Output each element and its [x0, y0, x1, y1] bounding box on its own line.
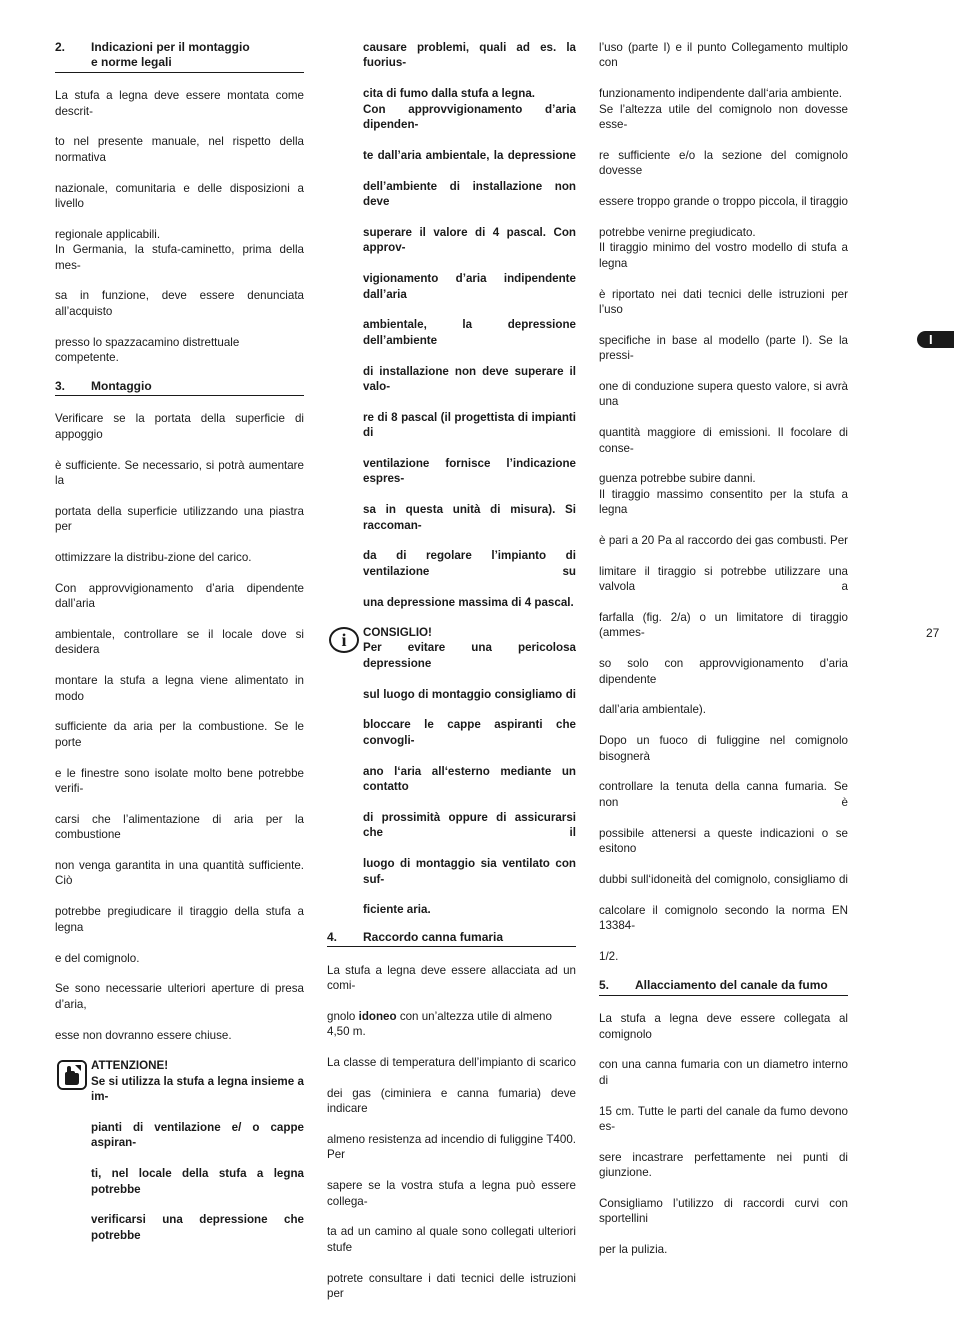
- text-line: sere incastrare perfettamente nei punti di giunzione.: [599, 1150, 848, 1180]
- warning-hand-icon: [57, 1060, 87, 1090]
- text-line: ambientale, controllare se il locale dove si desidera: [55, 627, 304, 657]
- text-line: Il tiraggio minimo del vostro modello di stufa a legna: [599, 241, 848, 270]
- text-line: Per evitare una pericolosa depressione: [363, 641, 576, 670]
- language-tab: I: [917, 331, 954, 348]
- text-line: nazionale, comunitaria e delle disposizioni a livello: [55, 181, 304, 211]
- text-line: guenza potrebbe subire danni.: [599, 472, 756, 486]
- text-line: potrete consultare i dati tecnici delle istruzioni per: [327, 1271, 576, 1301]
- text-line: di installazione non deve superare il valo-: [363, 364, 576, 393]
- text-line: re sufficiente e/o la sezione del comignolo dovesse: [599, 148, 848, 178]
- section-4-heading: [327, 930, 576, 947]
- text-line: ti, nel locale della stufa a legna potrebbe: [91, 1167, 304, 1196]
- text-line: per la pulizia.: [599, 1243, 668, 1257]
- paragraph: [55, 411, 304, 565]
- text-line: è riportato nei dati tecnici delle istruzioni per l’uso: [599, 287, 848, 316]
- text-line: dei gas (ciminiera e canna fumaria) deve indicare: [327, 1086, 576, 1116]
- tip-box: [327, 625, 576, 918]
- text-line: te dall’aria ambientale, la depressione: [363, 148, 576, 162]
- text-line: farfalla (fig. 2/a) o un limitatore di tiraggio (ammes-: [599, 611, 848, 640]
- text-line: e del comignolo.: [55, 951, 140, 965]
- text-line: bloccare le cappe aspiranti che convogli-: [363, 718, 576, 747]
- tip-title: CONSIGLIO!: [363, 626, 432, 640]
- section-5-heading: [599, 978, 848, 995]
- text-line: La stufa a legna deve essere montata come descrit-: [55, 89, 304, 118]
- text-line: di prossimità oppure di assicurarsi che il: [363, 810, 576, 840]
- column-3: [599, 40, 848, 1258]
- paragraph: [327, 963, 576, 1040]
- text-line: quantità maggiore di emissioni. Il focolare di conse-: [599, 426, 848, 455]
- text-line: almeno resistenza ad incendio di fuliggine T400. Per: [327, 1133, 576, 1162]
- text-line: pianti di ventilazione e/ o cappe aspiran-: [91, 1120, 304, 1150]
- text-line: 1/2.: [599, 949, 619, 963]
- section-number: 4.: [327, 929, 338, 944]
- paragraph: [55, 981, 304, 1043]
- text-line: ventilazione fornisce l’indicazione espres-: [363, 456, 576, 486]
- text-line: portata della superficie utilizzando una piastra per: [55, 504, 304, 534]
- section-title: Montaggio: [91, 378, 152, 393]
- text-line: In Germania, la stufa-caminetto, prima della mes-: [55, 243, 304, 272]
- text-line: è sufficiente. Se necessario, si potrà aumentare la: [55, 458, 304, 487]
- section-number: 2.: [55, 40, 66, 54]
- text-line: una depressione massima di 4 pascal.: [363, 595, 574, 609]
- text-line: sapere se la vostra stufa a legna può essere collega-: [327, 1179, 576, 1208]
- text-line: Con approvvigionamento d’aria dipenden-: [363, 102, 576, 132]
- text-line: dall’aria ambientale).: [599, 703, 706, 717]
- text-line: Se l’altezza utile del comignolo non dovesse esse-: [599, 102, 848, 132]
- text-line: ottimizzare la distribu-zione del carico.: [55, 550, 252, 564]
- text-line: causare problemi, quali ad es. la fuorius-: [363, 41, 576, 70]
- section-title-line: Indicazioni per il montaggio: [91, 40, 250, 54]
- text-line: Se si utilizza la stufa a legna insieme a im-: [91, 1074, 304, 1104]
- text-line: ta ad un camino al quale sono collegati ulteriori stufe: [327, 1225, 576, 1254]
- text-line: Se sono necessarie ulteriori aperture di presa d’aria,: [55, 982, 304, 1011]
- emphasis: idoneo: [358, 1009, 397, 1023]
- section-2-heading: [55, 40, 304, 73]
- section-3-heading: [55, 379, 304, 396]
- warning-box-continued: [327, 40, 576, 610]
- text-line: limitare il tiraggio si potrebbe utilizzare una valvola a: [599, 564, 848, 594]
- text-line: one di conduzione supera questo valore, si avrà una: [599, 379, 848, 409]
- text-line: vigionamento d’aria indipendente dall’aria: [363, 272, 576, 301]
- text-line: sufficiente da aria per la combustione. Se le porte: [55, 720, 304, 749]
- section-title: Allacciamento del canale da fumo: [635, 978, 828, 993]
- page-number: 27: [926, 626, 940, 640]
- text-line: con una canna fumaria con un diametro interno di: [599, 1058, 848, 1087]
- text-line: esse non dovranno essere chiuse.: [55, 1028, 232, 1042]
- text-line: luogo di montaggio sia ventilato con suf-: [363, 857, 576, 886]
- text-line: presso lo spazzacamino distrettuale competente.: [55, 335, 240, 365]
- text-line: possibile attenersi a queste indicazioni o se esitono: [599, 826, 848, 856]
- warning-box: [55, 1058, 304, 1258]
- text-line: cita di fumo dalla stufa a legna.: [363, 87, 536, 101]
- column-1: [55, 40, 304, 1259]
- text-line: Il tiraggio massimo consentito per la stufa a legna: [599, 487, 848, 517]
- paragraph: [55, 581, 304, 966]
- text-line: Con approvvigionamento d’aria dipendente dall’aria: [55, 581, 304, 611]
- text-line: sul luogo di montaggio consigliamo di: [363, 687, 576, 701]
- text-line: è pari a 20 Pa al raccordo dei gas combusti. Per: [599, 534, 848, 547]
- column-2: [327, 40, 576, 1317]
- text-line: so solo con approvvigionamento d’aria dipendente: [599, 657, 848, 686]
- section-number: 3.: [55, 378, 66, 393]
- text-line: e le finestre sono isolate molto bene potrebbe verifi-: [55, 766, 304, 796]
- section-number: 5.: [599, 978, 610, 993]
- paragraph: [599, 733, 848, 964]
- text-line: Consigliamo l’utilizzo di raccordi curvi con sportellini: [599, 1197, 848, 1226]
- text-line: 15 cm. Tutte le parti del canale da fumo devono es-: [599, 1104, 848, 1133]
- text-line: ambientale, la depressione dell’ambiente: [363, 318, 576, 347]
- text-line: ano l‘aria all‘esterno mediante un contatto: [363, 764, 576, 794]
- text-line: specifiche in base al modello (parte I). Se la pressi-: [599, 333, 848, 363]
- text-line: controllare la tenuta della canna fumaria. Se non è: [599, 780, 848, 809]
- paragraph: [599, 40, 848, 718]
- section-title: Raccordo canna fumaria: [363, 929, 504, 944]
- text-line: superare il valore di 4 pascal. Con approv-: [363, 225, 576, 255]
- text-line: dubbi sull‘idoneità del comignolo, consigliamo di: [599, 872, 848, 886]
- text-line: potrebbe pregiudicare il tiraggio della stufa a legna: [55, 905, 304, 934]
- text-line: Dopo un fuoco di fuliggine nel comignolo bisognerà: [599, 734, 848, 763]
- text-line: non venga garantita in una quantità sufficiente. Ciò: [55, 859, 304, 888]
- text-line: sa in funzione, deve essere denunciata all’acquisto: [55, 289, 304, 318]
- info-icon: i: [329, 627, 359, 653]
- text-line: La classe di temperatura dell’impianto di scarico: [327, 1055, 576, 1069]
- text-line: re di 8 pascal (il progettista di impianti di: [363, 410, 576, 440]
- text-line: potrebbe venirne pregiudicato.: [599, 225, 756, 239]
- text-line: da di regolare l’impianto di ventilazione su: [363, 549, 576, 578]
- text-line: La stufa a legna deve essere collegata al comignolo: [599, 1012, 848, 1041]
- text-line: funzionamento indipendente dall‘aria ambiente.: [599, 87, 842, 101]
- paragraph: [599, 1011, 848, 1258]
- text-line: essere troppo grande o troppo piccola, il tiraggio: [599, 195, 848, 209]
- text-line: l’uso (parte I) e il punto Collegamento multiplo con: [599, 41, 848, 70]
- paragraph: [55, 88, 304, 365]
- text-line: ficiente aria.: [363, 903, 431, 917]
- warning-title: ATTENZIONE!: [91, 1059, 169, 1073]
- text-line: montare la stufa a legna viene alimentato in modo: [55, 674, 304, 703]
- section-title-line: e norme legali: [91, 55, 172, 70]
- text-line: calcolare il comignolo secondo la norma EN 13384-: [599, 903, 848, 933]
- text-line: Verificare se la portata della superficie di appoggio: [55, 412, 304, 441]
- text-line: La stufa a legna deve essere allacciata ad un comi-: [327, 963, 576, 992]
- text-line: gnolo idoneo con un’altezza utile di almeno 4,50 m.: [327, 1009, 552, 1039]
- text-line: sa in questa unità di misura). Si raccoman-: [363, 503, 576, 532]
- text-line: to nel presente manuale, nel rispetto della normativa: [55, 135, 304, 164]
- paragraph: [327, 1055, 576, 1317]
- text-line: dell’ambiente di installazione non deve: [363, 179, 576, 209]
- text-line: carsi che l’alimentazione di aria per la combustione: [55, 812, 304, 842]
- text-line: verificarsi una depressione che potrebbe: [91, 1213, 304, 1242]
- text-line: regionale applicabili.: [55, 227, 161, 241]
